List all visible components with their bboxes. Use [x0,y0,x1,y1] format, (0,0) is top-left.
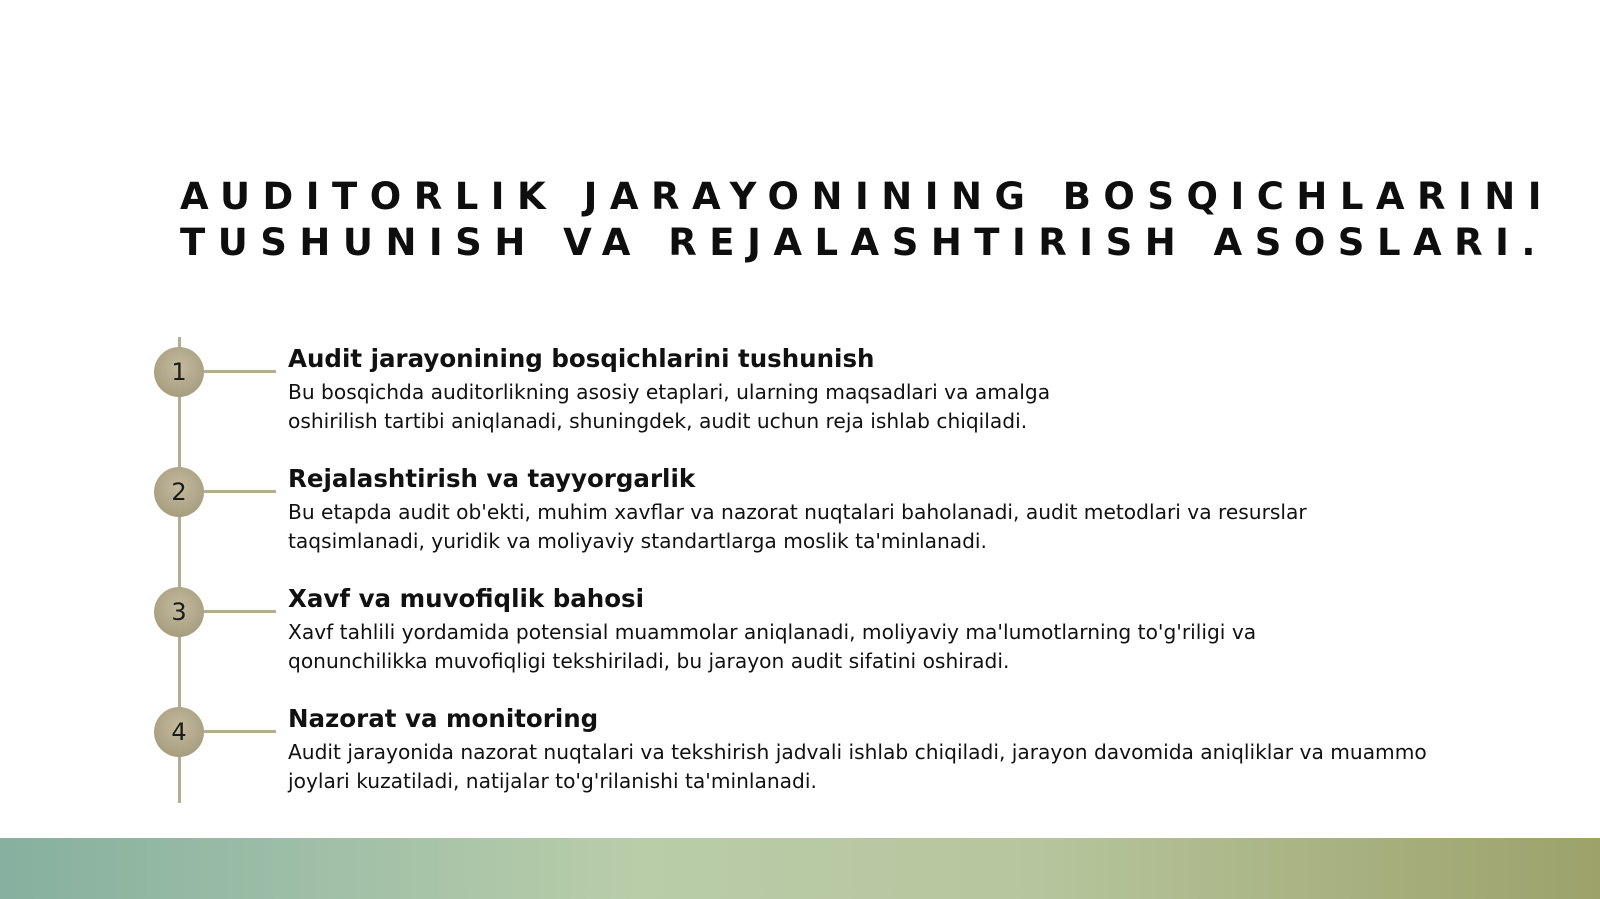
step-1-heading: Audit jarayonining bosqichlarini tushunish [288,344,875,373]
step-4-description: Audit jarayonida nazorat nuqtalari va tekshirish jadvali ishlab chiqiladi, jarayon davomida aniqliklar va muammo joylari kuzatiladi, natijalar to'g'rilanishi ta'minlanadi. [288,740,1427,793]
step-3-heading: Xavf va muvofiqlik bahosi [288,584,645,613]
step-1-description: Bu bosqichda auditorlikning asosiy etaplari, ularning maqsadlari va amalga oshirilish tartibi aniqlanadi, shuningdek, audit uchun reja ishlab chiqiladi. [288,380,1051,433]
step-1-connector [204,370,276,373]
step-2-marker: 2 [154,467,204,517]
step-2-heading: Rejalashtirish va tayyorgarlik [288,464,696,493]
step-1-marker: 1 [154,347,204,397]
step-3-connector [204,610,276,613]
slide-title-line-1: AUDITORLIK JARAYONINING BOSQICHLARINI [180,175,1555,218]
step-4-connector [204,730,276,733]
step-2-description: Bu etapda audit ob'ekti, muhim xavflar va nazorat nuqtalari baholanadi, audit metodlari va resurslar taqsimlanadi, yuridik va moliyaviy standartlarga moslik ta'minlanadi. [288,500,1307,553]
bottom-decorative-band [0,838,1600,899]
slide-title [180,174,1580,266]
step-3-marker: 3 [154,587,204,637]
slide-title-line-2: TUSHUNISH VA REJALASHTIRISH ASOSLARI. [180,221,1548,264]
step-3-description: Xavf tahlili yordamida potensial muammolar aniqlanadi, moliyaviy ma'lumotlarning to'g'riligi va qonunchilikka muvofiqligi tekshiriladi, bu jarayon audit sifatini oshiradi. [288,620,1257,673]
step-4-heading: Nazorat va monitoring [288,704,599,733]
step-4-marker: 4 [154,707,204,757]
step-2-connector [204,490,276,493]
